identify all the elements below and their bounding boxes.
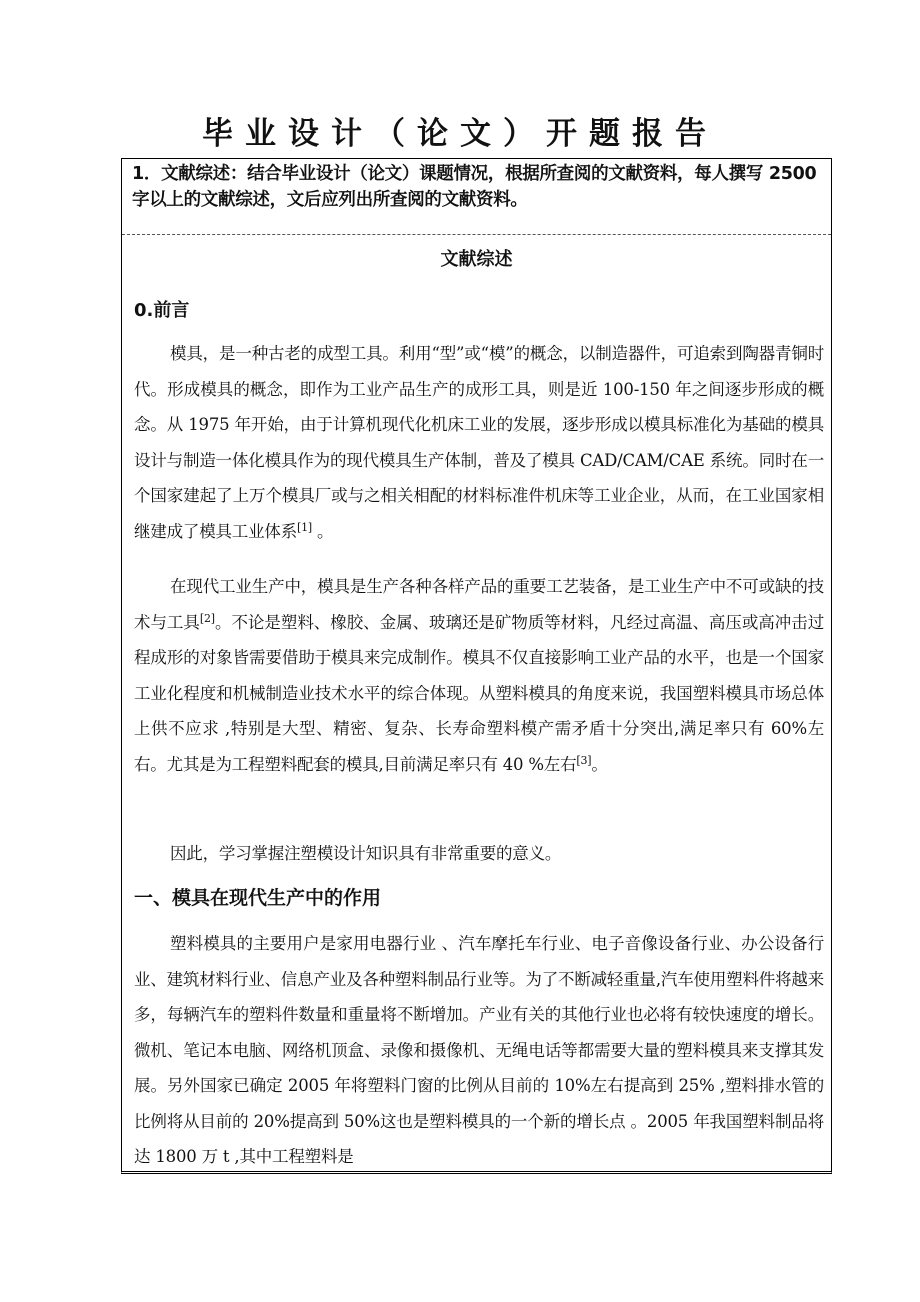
- citation-3: [3]: [576, 753, 592, 767]
- paragraph-2-text-b: 。不论是塑料、橡胶、金属、玻璃还是矿物质等材料，凡经过高温、高压或高冲击过程成形的对象皆需要借助于模具来完成制作。模具不仅直接影响工业产品的水平，也是一个国家工业化程度和机械制造业技术水平的综合体现。从塑料模具的角度来说，我国塑料模具市场总体上供不应求 ,特别是大型、精密、复杂、长寿命塑料模产需矛盾十分突出,满足率只有 60%左右。尤其是为工程塑料配套的模具,目前满足率只有 40 %左右: [134, 612, 824, 774]
- paragraph-2-tail: 。: [591, 754, 608, 774]
- dashed-divider: [122, 234, 831, 235]
- heading-section-1: 一、模具在现代生产中的作用: [134, 887, 382, 909]
- report-table: [121, 158, 832, 1174]
- paragraph-1-tail: 。: [312, 521, 334, 541]
- report-title: 毕业设计（论文）开题报告: [202, 116, 718, 152]
- section-title: 文献综述: [440, 249, 513, 270]
- paragraph-4: 塑料模具的主要用户是家用电器行业 、汽车摩托车行业、电子音像设备行业、办公设备行业、建筑材料行业、信息产业及各种塑料制品行业等。为了不断减轻重量,汽车使用塑料件将越来多，每辆汽车的塑料件数量和重量将不断增加。产业有关的其他行业也必将有较快速度的增长。微机、笔记本电脑、网络机顶盒、录像和摄像机、无绳电话等都需要大量的塑料模具来支撑其发展。另外国家已确定 2005 年将塑料门窗的比例从目前的 10%左右提高到 25% ,塑料排水管的比例将从目前的 20%提高到 50%这也是塑料模具的一个新的增长点 。2005 年我国塑料制品将达 1800 万 t ,其中工程塑料是: [134, 934, 824, 1166]
- paragraph-2: [134, 569, 824, 782]
- citation-2: [2]: [199, 611, 215, 625]
- citation-1: [1]: [297, 520, 312, 534]
- paragraph-2-text-a: 在现代工业生产中，模具是生产各种各样产品的重要工艺装备，是工业生产中不可或缺的技术与工具: [134, 577, 824, 632]
- heading-preface: 0.前言: [134, 300, 190, 321]
- paragraph-1-text: 模具，是一种古老的成型工具。利用“型”或“模”的概念，以制造器件，可追索到陶器青铜时代。形成模具的概念，即作为工业产品生产的成形工具，则是近 100-150 年之间逐步形成的概念。从 1975 年开始，由于计算机现代化机床工业的发展，逐步形成以模具标准化为基础的模具设计与制造一体化模具作为的现代模具生产体制，普及了模具 CAD/CAM/CAE 系统。同时在一个国家建起了上万个模具厂或与之相关相配的材料标准件机床等工业企业，从而，在工业国家相继建成了模具工业体系: [134, 344, 824, 541]
- paragraph-1: [134, 336, 824, 549]
- instruction-text: 1．文献综述：结合毕业设计（论文）课题情况，根据所查阅的文献资料，每人撰写 2500 字以上的文献综述，文后应列出所查阅的文献资料。: [132, 164, 817, 210]
- paragraph-3: 因此，学习掌握注塑模设计知识具有非常重要的意义。: [170, 844, 562, 863]
